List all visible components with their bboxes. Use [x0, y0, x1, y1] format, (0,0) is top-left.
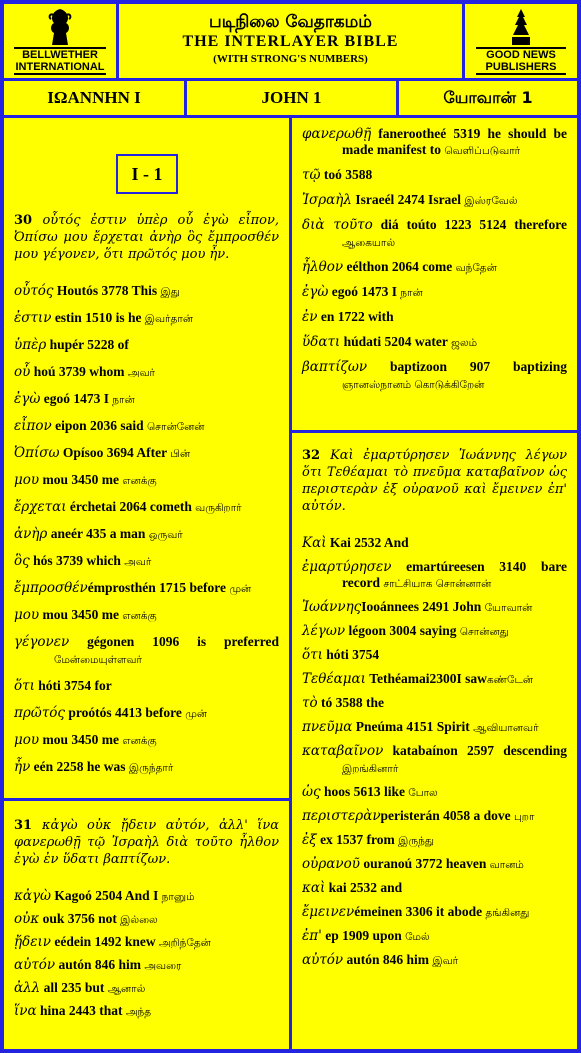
- tamil-gloss: நான்: [108, 394, 135, 406]
- tamil-gloss: இஸ்ரவேல்: [461, 195, 518, 207]
- greek-word: ὃς: [14, 553, 30, 569]
- title-sub: (WITH STRONG'S NUMBERS): [213, 53, 368, 65]
- greek-word: ἔμπροσθέν: [14, 580, 88, 596]
- tamil-gloss: வந்தேன்: [452, 262, 497, 274]
- greek-word: λέγων: [302, 623, 346, 639]
- transliteration-strongs-gloss: estin 1510 is he: [51, 310, 142, 325]
- transliteration-strongs-gloss: eélthon 2064 come: [343, 259, 453, 274]
- word-entry: [14, 283, 279, 300]
- tamil-gloss: இல்லை: [116, 914, 158, 926]
- right-logo-text: GOOD NEWS PUBLISHERS: [476, 47, 566, 75]
- tamil-gloss: ஒருவர்: [145, 529, 183, 541]
- tamil-gloss: அந்த: [122, 1006, 152, 1018]
- word-entry: [302, 784, 567, 801]
- word-entry: [14, 364, 279, 381]
- greek-word: Τεθέαμαι: [302, 671, 366, 687]
- transliteration-strongs-gloss: ouranoú 3772 heaven: [359, 856, 487, 871]
- word-entry: [302, 599, 567, 616]
- greek-word: οὗ: [14, 364, 31, 380]
- greek-word: ἀλλ: [14, 980, 41, 996]
- word-entry: [302, 284, 567, 301]
- transliteration-strongs-gloss: mou 3450 me: [39, 472, 119, 487]
- greek-word: γέγονεν: [14, 634, 70, 650]
- greek-word: τὸ: [302, 695, 318, 711]
- greek-word: ἔρχεται: [14, 499, 67, 515]
- transliteration-strongs-gloss: ep 1909 upon: [321, 928, 402, 943]
- greek-word: ἐστιν: [14, 310, 52, 326]
- greek-word: κἀγὼ: [14, 888, 52, 904]
- tamil-gloss: ஆகையால்: [342, 237, 396, 249]
- greek-word: πνεῦμα: [302, 719, 353, 735]
- word-entry: [302, 167, 567, 184]
- greek-word: τῷ: [302, 167, 321, 183]
- transliteration-strongs-gloss: autón 846 him: [343, 952, 430, 967]
- tamil-gloss: போல: [404, 787, 438, 799]
- book-english: JOHN 1: [187, 81, 396, 115]
- verse-31-greek: [14, 817, 279, 868]
- greek-word: ἐμαρτύρησεν: [302, 559, 392, 575]
- transliteration-strongs-gloss: ex 1537 from: [316, 832, 395, 847]
- tamil-gloss: தங்கினது: [482, 907, 530, 919]
- tamil-gloss: புறா: [510, 811, 535, 823]
- verse-31-continued-panel: [292, 118, 577, 430]
- transliteration-strongs-gloss: érchetai 2064 cometh: [66, 499, 192, 514]
- word-entry: [302, 695, 567, 712]
- tamil-gloss: முன்: [226, 583, 252, 595]
- tamil-gloss: ஞானஸ்நானம் கொடுக்கிறேன்: [342, 379, 485, 391]
- transliteration-strongs-gloss: egoó 1473 I: [40, 391, 109, 406]
- greek-word: Ὀπίσω: [14, 445, 60, 461]
- greek-word: οὐκ: [14, 911, 40, 927]
- word-entry: [302, 904, 567, 921]
- verse-number: 31: [14, 818, 33, 833]
- transliteration-strongs-gloss: diá toúto 1223 5124 therefore: [372, 217, 568, 232]
- greek-word: περιστερὰν: [302, 808, 381, 824]
- word-entry: [14, 732, 279, 749]
- word-entry: [302, 334, 567, 351]
- verse-text: κἀγὼ οὐκ ᾔδειν αὐτόν, ἀλλ' ἵνα φανερωθῇ τῷ Ἰσραὴλ διὰ τοῦτο ἦλθον ἐγὼ ἐν ὕδατι βαπτίζων.: [14, 818, 280, 867]
- greek-word: ὅτι: [302, 647, 323, 663]
- greek-word: ἐγὼ: [14, 391, 41, 407]
- tamil-gloss: ஆவியானவர்: [469, 722, 539, 734]
- word-entry: [14, 499, 279, 516]
- tamil-gloss: நானும்: [158, 891, 195, 903]
- greek-word: εἶπον: [14, 418, 52, 434]
- greek-word: πρῶτός: [14, 705, 65, 721]
- greek-word: ὡς: [302, 784, 321, 800]
- tamil-gloss: அவர்: [120, 556, 152, 568]
- tamil-gloss: எனக்கு: [118, 735, 157, 747]
- tamil-gloss: சாட்சியாக சொன்னான்: [379, 578, 492, 590]
- transliteration-strongs-gloss: baptizoon 907 baptizing: [367, 359, 567, 374]
- transliteration-strongs-gloss: Opísoo 3694 After: [59, 445, 168, 460]
- transliteration-strongs-gloss: katabaínon 2597 descending: [383, 743, 567, 758]
- transliteration-strongs-gloss: Kai 2532 And: [326, 535, 409, 550]
- greek-word: ὅτι: [14, 678, 35, 694]
- greek-word: Ἰσραὴλ: [302, 192, 352, 208]
- tamil-gloss: இவர்: [429, 955, 459, 967]
- tamil-gloss: அறிந்தேன்: [155, 937, 211, 949]
- transliteration-strongs-gloss: eipon 2036 said: [51, 418, 144, 433]
- word-entry: [302, 928, 567, 945]
- title-main: THE INTERLAYER BIBLE: [182, 33, 399, 50]
- ram-logo-icon: [46, 7, 74, 47]
- tamil-gloss: இவர்தான்: [141, 313, 194, 325]
- transliteration-strongs-gloss: tó 3588 the: [317, 695, 384, 710]
- tamil-gloss: கண்டேன்: [486, 674, 534, 686]
- transliteration-strongs-gloss: fanerootheé 5319 he should be made manifest to: [342, 126, 567, 157]
- tamil-gloss: ஜலம்: [447, 337, 478, 349]
- transliteration-strongs-gloss: all 235 but: [40, 980, 105, 995]
- title-tamil: படிநிலை வேதாகமம்: [209, 12, 372, 32]
- greek-word: οὐρανοῦ: [302, 856, 360, 872]
- left-logo-text: BELLWETHER INTERNATIONAL: [15, 49, 105, 73]
- greek-word: Ἰωάννης: [302, 599, 362, 615]
- greek-word: μου: [14, 732, 40, 748]
- transliteration-strongs-gloss: hós 3739 which: [29, 553, 121, 568]
- greek-word: ἀνὴρ: [14, 526, 48, 542]
- transliteration-strongs-gloss: en 1722 with: [317, 309, 394, 324]
- transliteration-strongs-gloss: hina 2443 that: [36, 1003, 123, 1018]
- tamil-gloss: வெளிப்படுவார்: [440, 145, 521, 157]
- transliteration-strongs-gloss: hupér 5228 of: [46, 337, 129, 352]
- verse-30-greek: [14, 212, 279, 263]
- greek-word: Καὶ: [302, 535, 327, 551]
- verse-32-panel: [292, 433, 577, 1049]
- greek-word: καὶ: [302, 880, 326, 896]
- word-entry: [302, 623, 567, 640]
- word-entry: [14, 759, 279, 776]
- word-entry: [302, 192, 567, 209]
- greek-word: μου: [14, 472, 40, 488]
- word-entry: [14, 911, 279, 928]
- transliteration-strongs-gloss: kai 2532 and: [325, 880, 403, 895]
- word-entry: [14, 1003, 279, 1020]
- greek-word: ἦλθον: [302, 259, 344, 275]
- tamil-gloss: இருந்து: [394, 835, 434, 847]
- word-entry: [302, 647, 567, 664]
- greek-word: αὐτόν: [14, 957, 56, 973]
- word-entry: [14, 934, 279, 951]
- word-entry: [302, 952, 567, 969]
- transliteration-strongs-gloss: ouk 3756 not: [39, 911, 117, 926]
- tamil-gloss: இது: [157, 286, 180, 298]
- greek-word: ἦν: [14, 759, 31, 775]
- greek-word: ὑπὲρ: [14, 337, 47, 353]
- transliteration-strongs-gloss: autón 846 him: [55, 957, 142, 972]
- tamil-gloss: இறங்கினார்: [342, 763, 399, 775]
- greek-word: ἵνα: [14, 1003, 37, 1019]
- word-entry: [302, 856, 567, 873]
- verse-number: 30: [14, 213, 33, 228]
- word-entry: [14, 418, 279, 435]
- tamil-gloss: எனக்கு: [118, 475, 157, 487]
- tamil-gloss: முன்: [181, 708, 208, 720]
- transliteration-strongs-gloss: toó 3588: [320, 167, 373, 182]
- transliteration-strongs-gloss: eén 2258 he was: [30, 759, 126, 774]
- word-entry: [14, 310, 279, 327]
- tamil-gloss: சொன்னேன்: [143, 421, 205, 433]
- tamil-gloss: சொன்னது: [456, 626, 509, 638]
- tamil-gloss: அவரை: [141, 960, 182, 972]
- transliteration-strongs-gloss: gégonen 1096 is preferred: [69, 634, 279, 649]
- word-entry: [302, 719, 567, 736]
- tamil-gloss: ஆனால்: [104, 983, 146, 995]
- transliteration-strongs-gloss: hoú 3739 whom: [30, 364, 125, 379]
- transliteration-strongs-gloss: hóti 3754: [322, 647, 380, 662]
- transliteration-strongs-gloss: mou 3450 me: [39, 732, 119, 747]
- word-entry: [302, 743, 567, 777]
- book-greek: ΙΩΑΝΝΗΝ Ι: [4, 81, 184, 115]
- tamil-gloss: யோவான்: [481, 602, 533, 614]
- word-entry: [14, 705, 279, 722]
- word-entry: [14, 580, 279, 597]
- word-entry: [302, 671, 567, 688]
- transliteration-strongs-gloss: aneér 435 a man: [47, 526, 146, 541]
- tamil-gloss: நான்: [396, 287, 423, 299]
- word-entry: [14, 445, 279, 462]
- verse-text: οὗτός ἐστιν ὑπὲρ οὗ ἐγὼ εἶπον, Ὀπίσω μου ἔρχεται ἀνὴρ ὃς ἔμπροσθέν μου γέγονεν, ὅτι πρῶτός μου ἦν.: [14, 213, 280, 262]
- transliteration-strongs-gloss: eédein 1492 knew: [50, 934, 156, 949]
- transliteration-strongs-gloss: hóti 3754 for: [34, 678, 112, 693]
- word-entry: [302, 880, 567, 897]
- greek-word: μου: [14, 607, 40, 623]
- transliteration-strongs-gloss: légoon 3004 saying: [345, 623, 457, 638]
- title-panel: [119, 4, 462, 78]
- word-entry: [14, 337, 279, 354]
- verse-31-panel: [4, 801, 289, 1049]
- word-entry: [302, 126, 567, 159]
- transliteration-strongs-gloss: Israeél 2474 Israel: [351, 192, 462, 207]
- word-entry: [14, 526, 279, 543]
- greek-word: ἔμεινεν: [302, 904, 355, 920]
- greek-word: φανερωθῇ: [302, 126, 372, 142]
- greek-word: καταβαῖνον: [302, 743, 384, 759]
- transliteration-strongs-gloss: egoó 1473 I: [328, 284, 397, 299]
- transliteration-strongs-gloss: hoos 5613 like: [320, 784, 405, 799]
- word-entry: [302, 832, 567, 849]
- word-entry: [302, 309, 567, 326]
- transliteration-strongs-gloss: peristerán 4058 a dove: [380, 808, 511, 823]
- greek-word: αὐτόν: [302, 952, 344, 968]
- word-entry: [14, 607, 279, 624]
- transliteration-strongs-gloss: Kagoó 2504 And I: [51, 888, 159, 903]
- verse-text: Καὶ ἐμαρτύρησεν Ἰωάννης λέγων ὅτι Τεθέαμαι τὸ πνεῦμα καταβαῖνον ὡς περιστερὰν ἐξ οὐρανοῦ καὶ ἔμεινεν ἐπ' αὐτόν.: [302, 448, 567, 514]
- transliteration-strongs-gloss: Tethéamai2300I saw: [365, 671, 487, 686]
- word-entry: [14, 634, 279, 668]
- verse-number: 32: [302, 448, 321, 463]
- tamil-gloss: பின்: [167, 448, 191, 460]
- chapter-mark: I - 1: [116, 154, 178, 194]
- tamil-gloss: மேல்: [401, 931, 430, 943]
- greek-word: διὰ τοῦτο: [302, 217, 373, 233]
- word-entry: [14, 888, 279, 905]
- tamil-gloss: எனக்கு: [118, 610, 157, 622]
- word-entry: [14, 472, 279, 489]
- transliteration-strongs-gloss: émeinen 3306 it abode: [354, 904, 483, 919]
- verse-32-greek: [302, 447, 567, 515]
- greek-word: ᾔδειν: [14, 934, 51, 950]
- transliteration-strongs-gloss: mou 3450 me: [39, 607, 119, 622]
- word-entry: [14, 957, 279, 974]
- greek-word: ἐπ': [302, 928, 322, 944]
- greek-word: ἐξ: [302, 832, 317, 848]
- word-entry: [14, 678, 279, 695]
- transliteration-strongs-gloss: Pneúma 4151 Spirit: [352, 719, 470, 734]
- right-logo-panel: [465, 4, 577, 78]
- tamil-gloss: அவர்: [124, 367, 156, 379]
- word-entry: [14, 391, 279, 408]
- transliteration-strongs-gloss: Houtós 3778 This: [53, 283, 158, 298]
- word-entry: [302, 559, 567, 592]
- transliteration-strongs-gloss: proótós 4413 before: [64, 705, 182, 720]
- greek-word: ἐγὼ: [302, 284, 329, 300]
- word-entry: [302, 535, 567, 552]
- transliteration-strongs-gloss: Iooánnees 2491 John: [361, 599, 482, 614]
- greek-word: ὕδατι: [302, 334, 341, 350]
- lamp-logo-icon: [507, 7, 535, 47]
- verse-30-panel: [4, 118, 289, 798]
- left-logo-panel: [4, 4, 116, 78]
- word-entry: [302, 808, 567, 825]
- word-entry: [14, 553, 279, 570]
- word-entry: [302, 259, 567, 276]
- word-entry: [302, 217, 567, 251]
- word-entry: [14, 980, 279, 997]
- transliteration-strongs-gloss: émprosthén 1715 before: [87, 580, 226, 595]
- greek-word: οὗτός: [14, 283, 54, 299]
- tamil-gloss: வருகிறார்: [191, 502, 242, 514]
- tamil-gloss: மேன்மையுள்ளவர்: [54, 654, 142, 666]
- transliteration-strongs-gloss: húdati 5204 water: [340, 334, 448, 349]
- word-entry: [302, 359, 567, 393]
- greek-word: βαπτίζων: [302, 359, 368, 375]
- tamil-gloss: இருந்தார்: [125, 762, 174, 774]
- transliteration-strongs-gloss: emartúreesen 3140 bare record: [342, 559, 567, 590]
- book-tamil: யோவான் 1: [399, 81, 577, 115]
- tamil-gloss: வானம்: [486, 859, 524, 871]
- greek-word: ἐν: [302, 309, 318, 325]
